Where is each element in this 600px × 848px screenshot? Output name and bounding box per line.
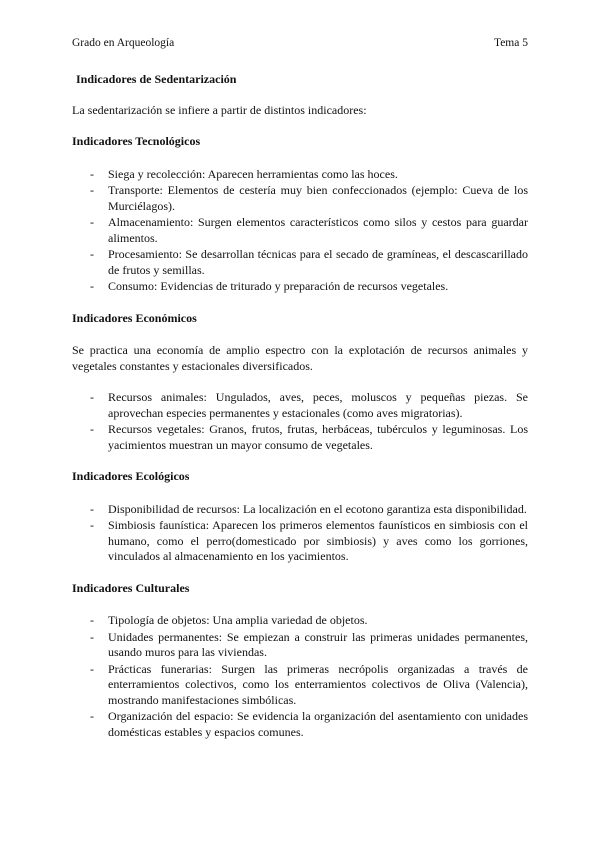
dash-bullet: - xyxy=(90,247,94,261)
heading-culturales: Indicadores Culturales xyxy=(72,580,190,595)
list-item: - Organización del espacio: Se evidencia la organización del asentamiento con unidades domésticas estables y espacios comunes. xyxy=(90,709,528,739)
dash-bullet: - xyxy=(90,661,94,676)
dash-bullet: - xyxy=(90,518,94,532)
list-item: - Tipología de objetos: Una amplia variedad de objetos. xyxy=(90,613,368,627)
header-topic: Tema 5 xyxy=(493,37,528,49)
dash-bullet: - xyxy=(90,215,94,229)
document-body xyxy=(72,72,528,756)
list-tecnologicos xyxy=(72,167,528,295)
page-header xyxy=(72,37,528,49)
dash-bullet: - xyxy=(90,629,94,644)
list-item: - Recursos vegetales: Granos, frutos, frutas, herbáceas, tubérculos y leguminosas. Los yacimientos muestran un mayor consumo de vegetales. xyxy=(90,422,528,452)
list-item: - Procesamiento: Se desarrollan técnicas para el secado de gramíneas, el descascarillado de frutos y semillas. xyxy=(90,247,528,277)
list-item: - Simbiosis faunística: Aparecen los primeros elementos faunísticos en simbiosis con el humano, como el perro(domesticado por simbiosis) y aves como los gorriones, vinculados al almacenamiento en los yacimientos. xyxy=(90,518,528,563)
list-culturales xyxy=(72,613,528,740)
dash-bullet: - xyxy=(90,390,94,404)
dash-bullet: - xyxy=(90,709,94,723)
list-item: - Transporte: Elementos de cestería muy bien confeccionados (ejemplo: Cueva de los Murciélagos). xyxy=(90,183,528,213)
list-item: - Consumo: Evidencias de triturado y preparación de recursos vegetales. xyxy=(90,279,449,293)
list-item: - Prácticas funerarias: Surgen las primeras necrópolis organizadas a través de enterramientos colectivos, como los enterramientos colectivos de Oliva (Valencia), mostrando manifestaciones simbólicas. xyxy=(90,661,528,707)
list-item: - Unidades permanentes: Se empiezan a construir las primeras unidades permanentes, usando muros para las viviendas. xyxy=(90,629,528,659)
list-item: - Siega y recolección: Aparecen herramientas como las hoces. xyxy=(90,166,398,181)
dash-bullet: - xyxy=(90,166,94,181)
heading-ecologicos: Indicadores Ecológicos xyxy=(72,469,190,483)
dash-bullet: - xyxy=(90,422,94,436)
dash-bullet: - xyxy=(90,613,94,627)
heading-tecnologicos: Indicadores Tecnológicos xyxy=(72,134,201,148)
dash-bullet: - xyxy=(90,279,94,293)
list-ecologicos xyxy=(72,502,528,565)
list-economicos xyxy=(72,390,528,453)
dash-bullet: - xyxy=(90,501,94,516)
list-item: - Disponibilidad de recursos: La localización en el ecotono garantiza esta disponibilidad. xyxy=(90,501,527,516)
header-course: Grado en Arqueología xyxy=(72,37,175,49)
document-title: Indicadores de Sedentarización xyxy=(76,72,237,86)
heading-economicos: Indicadores Económicos xyxy=(72,310,197,325)
dash-bullet: - xyxy=(90,183,94,197)
list-item: - Almacenamiento: Surgen elementos característicos como silos y cestos para guardar alimentos. xyxy=(90,215,528,245)
intro-paragraph: La sedentarización se infiere a partir de distintos indicadores: xyxy=(72,102,367,117)
economicos-paragraph: Se practica una economía de amplio espectro con la explotación de recursos animales y vegetales constantes y estacionales diversificados. xyxy=(72,343,528,373)
list-item: - Recursos animales: Ungulados, aves, peces, moluscos y pequeñas piezas. Se aprovechan especies permanentes y estacionales (como aves migratorias). xyxy=(90,390,528,420)
